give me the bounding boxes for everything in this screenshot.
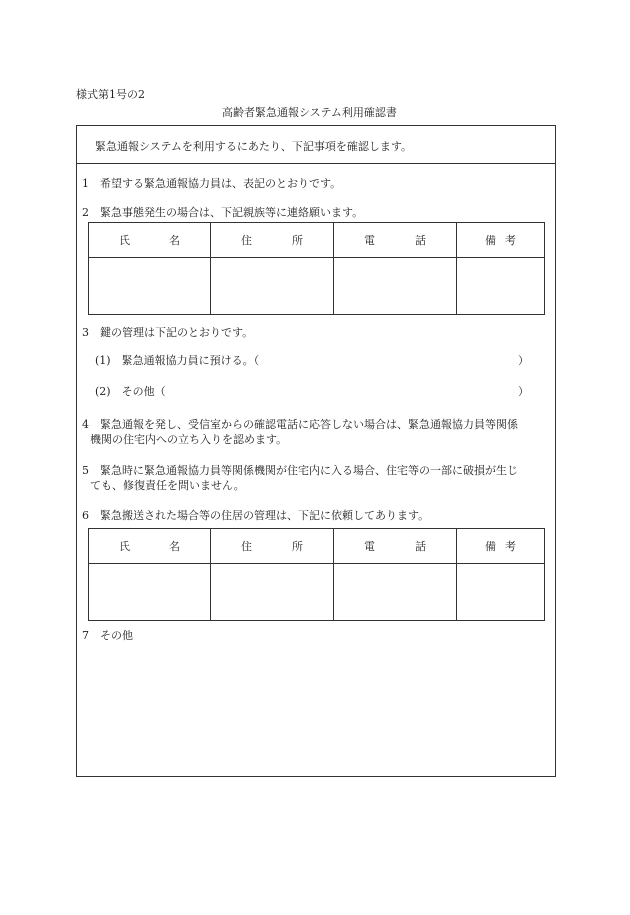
header-name: 氏 名 bbox=[89, 223, 211, 258]
relatives-contact-table bbox=[88, 222, 545, 315]
phone-field[interactable] bbox=[334, 258, 457, 315]
option-1-close-paren: ） bbox=[518, 354, 529, 367]
table-header-row bbox=[89, 529, 545, 564]
item-1: 1 希望する緊急通報協力員は、表記のとおりです。 bbox=[82, 177, 342, 190]
table-row bbox=[89, 564, 545, 621]
header-remarks: 備 考 bbox=[457, 529, 545, 564]
item-5-line-1: 5 緊急時に緊急通報協力員等関係機関が住宅内に入る場合、住宅等の一部に破損が生じ bbox=[82, 464, 518, 477]
header-remarks: 備 考 bbox=[457, 223, 545, 258]
item-3-option-2: (2) その他（ bbox=[95, 385, 166, 398]
header-phone: 電 話 bbox=[334, 529, 457, 564]
home-management-table bbox=[88, 528, 545, 621]
name-field[interactable] bbox=[89, 564, 211, 621]
item-6: 6 緊急搬送された場合等の住居の管理は、下記に依頼してあります。 bbox=[82, 509, 430, 522]
table-header-row bbox=[89, 223, 545, 258]
header-address: 住 所 bbox=[211, 223, 334, 258]
name-field[interactable] bbox=[89, 258, 211, 315]
header-address: 住 所 bbox=[211, 529, 334, 564]
intro-divider bbox=[76, 163, 556, 164]
item-3: 3 鍵の管理は下記のとおりです。 bbox=[82, 326, 254, 339]
address-field[interactable] bbox=[211, 564, 334, 621]
header-phone: 電 話 bbox=[334, 223, 457, 258]
address-field[interactable] bbox=[211, 258, 334, 315]
option-2-close-paren: ） bbox=[518, 385, 529, 398]
item-3-option-1: (1) 緊急通報協力員に預ける。（ bbox=[95, 354, 260, 367]
header-name: 氏 名 bbox=[89, 529, 211, 564]
item-2: 2 緊急事態発生の場合は、下記親族等に連絡願います。 bbox=[82, 206, 364, 219]
form-number: 様式第1号の2 bbox=[76, 88, 145, 101]
table-row bbox=[89, 258, 545, 315]
phone-field[interactable] bbox=[334, 564, 457, 621]
document-title: 高齢者緊急通報システム利用確認書 bbox=[222, 106, 397, 119]
item-7: 7 その他 bbox=[82, 629, 133, 642]
remarks-field[interactable] bbox=[457, 258, 545, 315]
item-5-line-2: ても、修復責任を問いません。 bbox=[90, 479, 245, 492]
other-notes-area[interactable] bbox=[90, 645, 540, 765]
remarks-field[interactable] bbox=[457, 564, 545, 621]
item-4-line-2: 機関の住宅内への立ち入りを認めます。 bbox=[90, 433, 288, 446]
intro-text: 緊急通報システムを利用するにあたり、下記事項を確認します。 bbox=[95, 140, 413, 153]
item-4-line-1: 4 緊急通報を発し、受信室からの確認電話に応答しない場合は、緊急通報協力員等関係 bbox=[82, 418, 518, 431]
